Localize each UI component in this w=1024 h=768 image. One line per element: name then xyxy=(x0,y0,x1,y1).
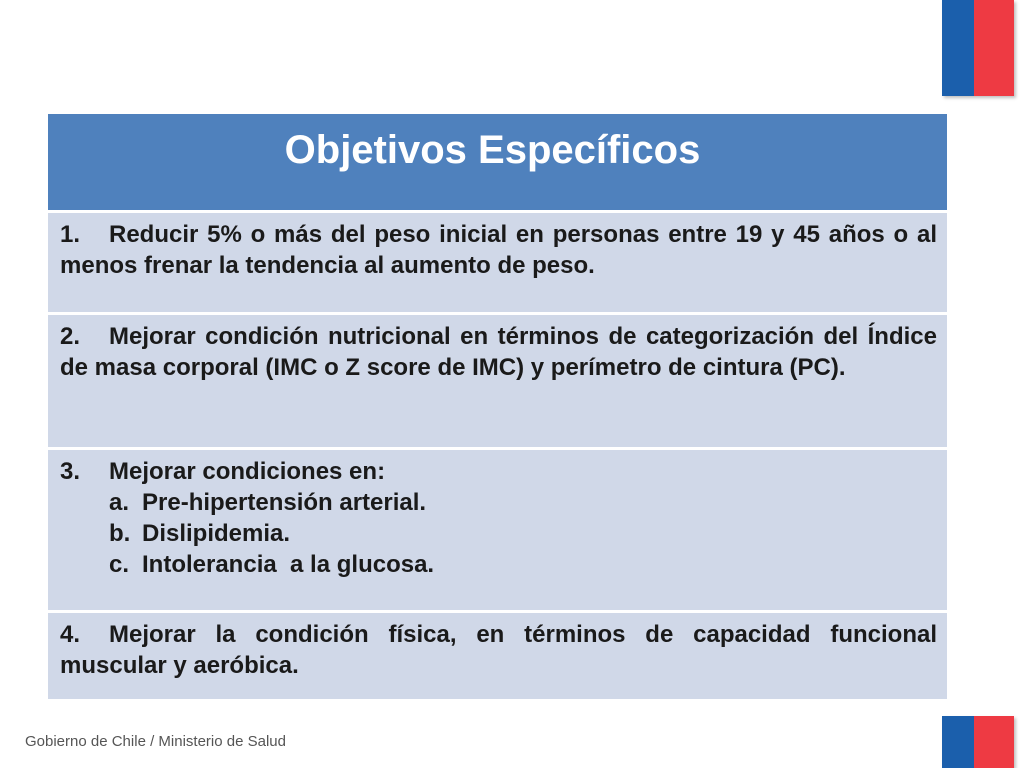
objective-row-1 xyxy=(48,210,947,312)
sub-item-text: Intolerancia a la glucosa. xyxy=(142,551,435,578)
table-header xyxy=(48,114,947,210)
sub-item-letter: a. xyxy=(109,489,130,516)
objective-number: 2. xyxy=(60,323,81,350)
objective-number: 3. xyxy=(60,458,81,485)
objective-row-3 xyxy=(48,447,947,610)
objective-number: 4. xyxy=(60,621,81,648)
objective-row-2 xyxy=(48,312,947,447)
sub-item-b xyxy=(60,518,937,549)
sub-item-letter: b. xyxy=(109,520,131,547)
page-title: Objetivos Específicos xyxy=(284,128,701,172)
footer-text: Gobierno de Chile / Ministerio de Salud xyxy=(25,733,286,750)
objectives-table xyxy=(48,114,947,699)
sub-item-c xyxy=(60,549,937,580)
sub-item-letter: c. xyxy=(109,551,130,578)
objective-number: 1. xyxy=(60,221,81,248)
objective-row-4 xyxy=(48,610,947,699)
sub-item-text: Dislipidemia. xyxy=(142,520,291,547)
objective-text: Mejorar condiciones en: xyxy=(109,458,386,485)
chile-flag-bottom-icon xyxy=(942,716,1014,768)
chile-flag-top-icon xyxy=(942,0,1014,96)
sub-item-a xyxy=(60,487,937,518)
objective-text: Mejorar la condición física, en términos de capacidad funcional muscular y aeróbica. xyxy=(60,621,937,679)
sub-item-text: Pre-hipertensión arterial. xyxy=(142,489,427,516)
objective-text: Mejorar condición nutricional en términos de categorización del Índice de masa corporal (IMC o Z score de IMC) y perímetro de cintura (PC). xyxy=(60,323,937,381)
objective-text: Reducir 5% o más del peso inicial en personas entre 19 y 45 años o al menos frenar la tendencia al aumento de peso. xyxy=(60,221,937,279)
